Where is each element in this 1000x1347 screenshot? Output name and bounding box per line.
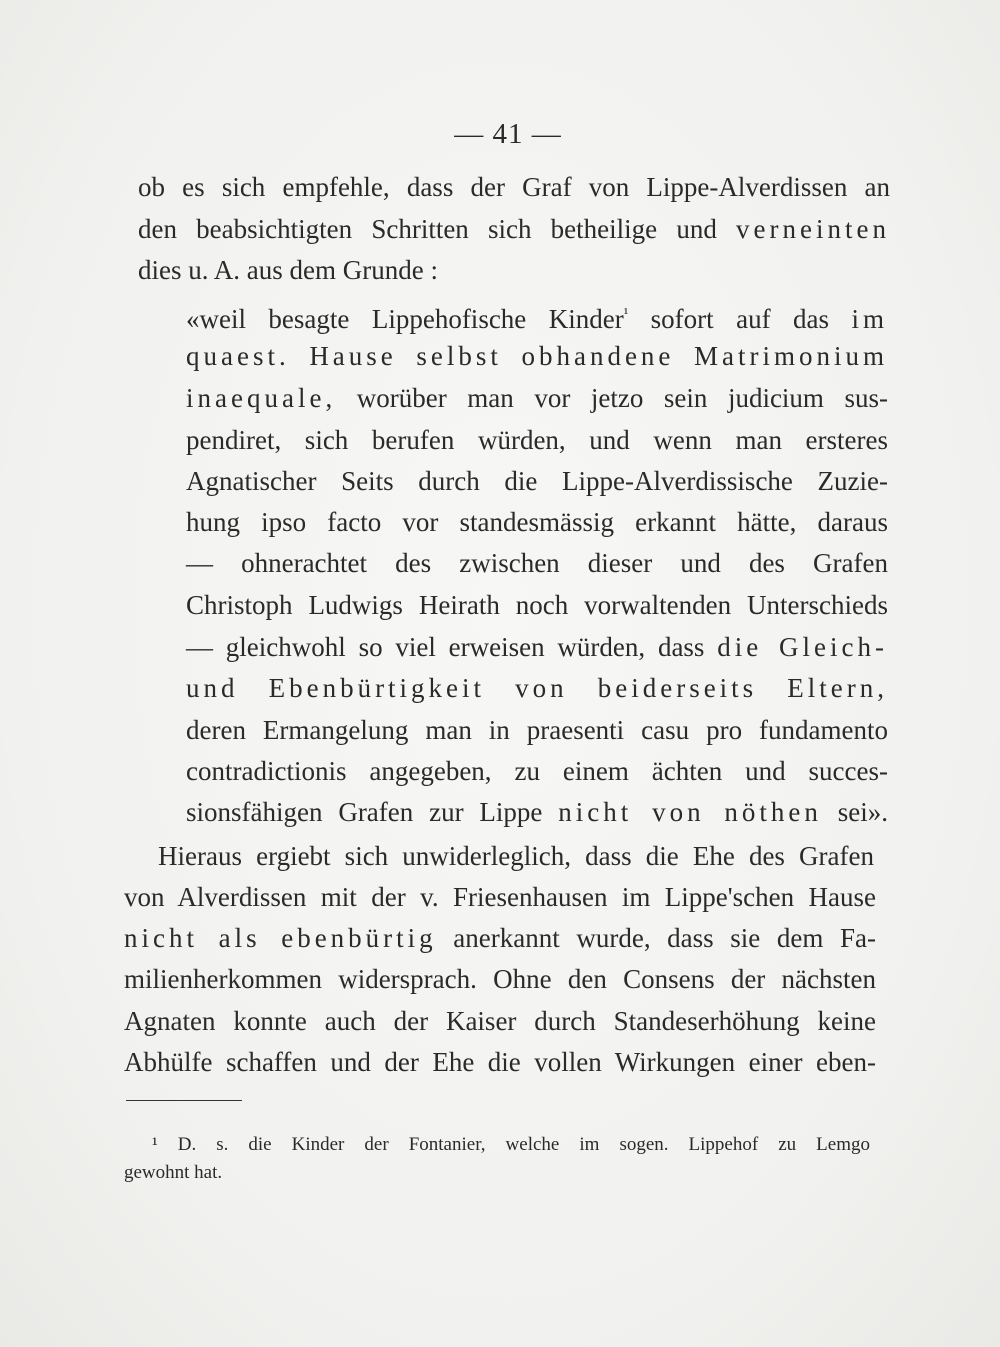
quote-line xyxy=(186,339,888,373)
footnote-line: gewohnt hat. xyxy=(124,1162,223,1183)
text-span: — gleichwohl so viel erweisen würden, dass xyxy=(186,632,718,662)
quote-line xyxy=(186,423,888,457)
quote-line xyxy=(186,381,888,415)
text-span: Agnaten konnte auch der Kaiser durch Standeserhöhung keine xyxy=(124,1006,876,1036)
text-span: von Alverdissen mit der v. Friesenhausen im Lippe'schen Hause xyxy=(124,882,876,912)
spaced-text: nicht von nöthen xyxy=(558,797,822,827)
text-span: hung ipso facto vor standesmässig erkannt hätte, daraus xyxy=(186,507,888,537)
text-span: sei». xyxy=(821,797,888,827)
quote-line xyxy=(186,297,888,336)
quote-line xyxy=(186,546,888,580)
page-number: — 41 — xyxy=(454,118,562,150)
footnote-marker: ¹ xyxy=(623,306,629,322)
spaced-text: quaest. Hause selbst obhandene Matrimonium xyxy=(186,341,888,371)
text-span: sionsfähigen Grafen zur Lippe xyxy=(186,797,559,827)
spaced-text: im xyxy=(851,304,888,334)
spaced-text: verneinten xyxy=(736,214,890,244)
text-line xyxy=(124,921,876,955)
text-span: Christoph Ludwigs Heirath noch vorwaltenden Unterschieds xyxy=(186,590,888,620)
quote-line xyxy=(186,588,888,622)
text-line xyxy=(124,1045,876,1079)
quote-line xyxy=(186,754,888,788)
spaced-text: die Gleich- xyxy=(717,632,888,662)
footnote-divider xyxy=(126,1100,242,1101)
quote-line xyxy=(186,713,888,747)
quote-line xyxy=(186,505,888,539)
text-span: anerkannt wurde, dass sie dem Fa- xyxy=(436,923,876,953)
quote-line xyxy=(186,795,888,829)
text-line xyxy=(138,253,890,287)
spaced-text: und Ebenbürtigkeit von beiderseits Eltern, xyxy=(186,673,888,703)
text-span: Abhülfe schaffen und der Ehe die vollen Wirkungen einer eben- xyxy=(124,1047,876,1077)
footnote-line: ¹ D. s. die Kinder der Fontanier, welche im sogen. Lippehof zu Lemgo xyxy=(152,1134,870,1155)
text-span: dies u. A. aus dem Grunde : xyxy=(138,255,438,285)
quote-line xyxy=(186,630,888,664)
quote-line xyxy=(186,464,888,498)
text-line xyxy=(138,212,890,246)
spaced-text: inaequale, xyxy=(186,383,337,413)
text-span: milienherkommen widersprach. Ohne den Consens der nächsten xyxy=(124,964,876,994)
text-span: Agnatischer Seits durch die Lippe-Alverdissische Zuzie- xyxy=(186,466,888,496)
text-span: «weil besagte Lippehofische Kinder xyxy=(186,304,624,334)
text-span: deren Ermangelung man in praesenti casu pro fundamento xyxy=(186,715,888,745)
text-span: Hieraus ergiebt sich unwiderleglich, dass die Ehe des Grafen xyxy=(158,841,874,871)
text-span: ob es sich empfehle, dass der Graf von Lippe-Alverdissen an xyxy=(138,172,890,202)
text-line xyxy=(158,839,874,873)
text-line xyxy=(124,880,876,914)
text-line xyxy=(138,170,890,204)
text-span: den beabsichtigten Schritten sich betheilige und xyxy=(138,214,737,244)
text-span: contradictionis angegeben, zu einem ächten und succes- xyxy=(186,756,888,786)
text-span: pendiret, sich berufen würden, und wenn man ersteres xyxy=(186,425,888,455)
text-span: — ohnerachtet des zwischen dieser und des Grafen xyxy=(186,548,888,578)
text-span: sofort auf das xyxy=(628,304,852,334)
text-line xyxy=(124,962,876,996)
text-span: worüber man vor jetzo sein judicium sus- xyxy=(336,383,888,413)
text-line xyxy=(124,1004,876,1038)
quote-line xyxy=(186,671,888,705)
spaced-text: nicht als ebenbürtig xyxy=(124,923,437,953)
